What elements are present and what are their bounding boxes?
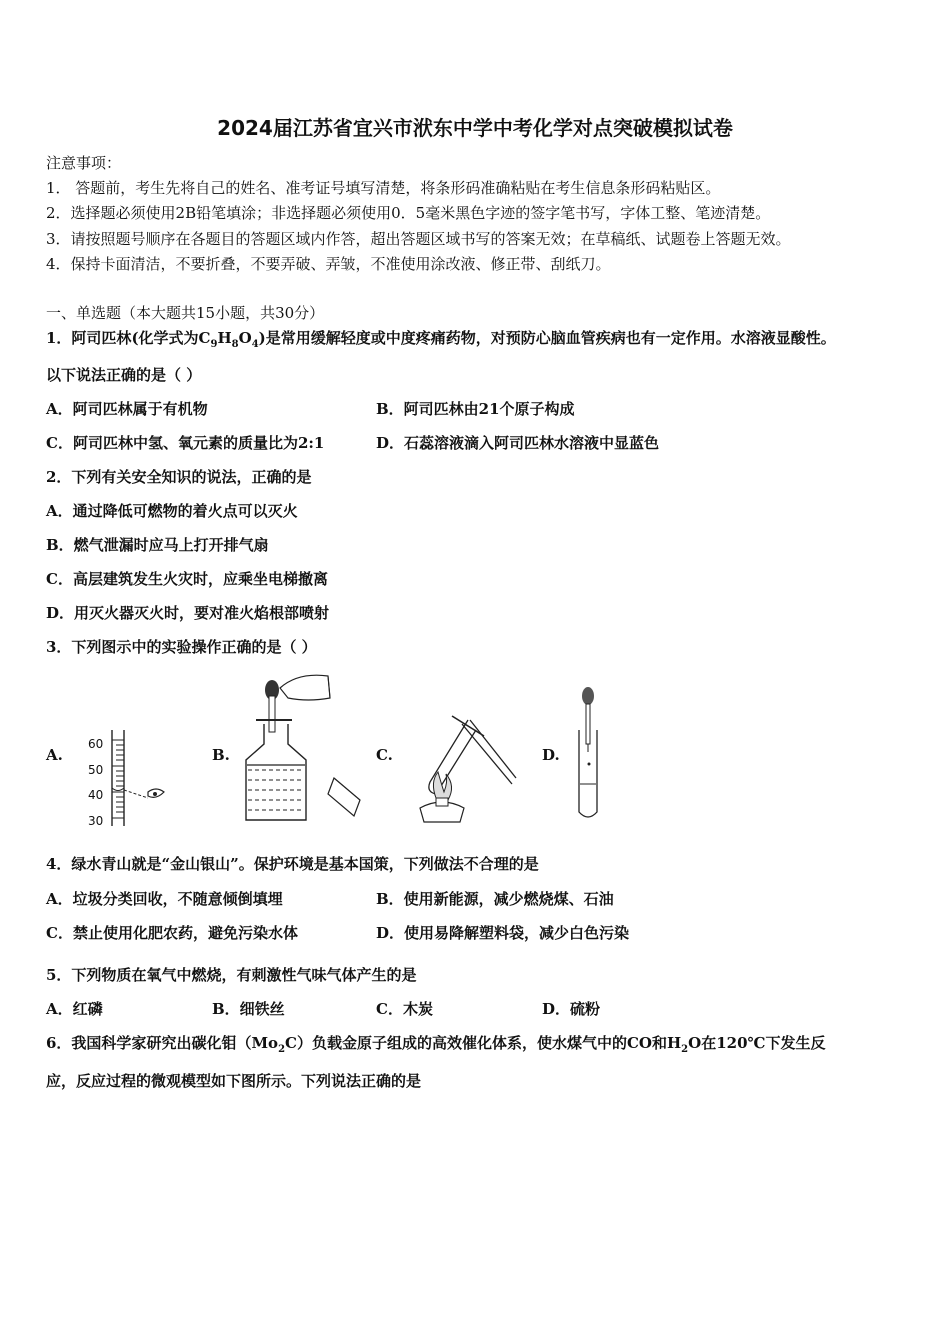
hand-icon <box>280 675 330 700</box>
q1-stem-2: 以下说法正确的是（ ） <box>46 366 202 384</box>
heating-test-tube-figure <box>402 712 522 828</box>
notice-item-1: 1． 答题前，考生先将自己的姓名、准考证号填写清楚，将条形码准确粘贴在考生信息条形码粘贴区。 <box>46 179 721 197</box>
q5-option-c[interactable]: C．木炭 <box>376 1000 433 1018</box>
q4-option-a[interactable]: A．垃圾分类回收，不随意倾倒填埋 <box>46 890 283 908</box>
q2-option-b[interactable]: B．燃气泄漏时应马上打开排气扇 <box>46 536 269 554</box>
q5-option-d[interactable]: D．硫粉 <box>542 1000 601 1018</box>
q1-option-c[interactable]: C．阿司匹林中氢、氧元素的质量比为2:1 <box>46 434 325 452</box>
page-title: 2024届江苏省宜兴市洑东中学中考化学对点突破模拟试卷 <box>217 116 733 140</box>
dropper-bottle-figure <box>238 666 368 826</box>
q1-stem: 1．阿司匹林(化学式为$C_9H_8O_4$)是常用缓解轻度或中度疼痛药物，对预防心脑血管疾病也有一定作用。水溶液显酸性。 <box>46 329 836 350</box>
q5-option-a[interactable]: A．红磷 <box>46 1000 103 1018</box>
q4-option-c[interactable]: C．禁止使用化肥农药，避免污染水体 <box>46 924 298 942</box>
q2-option-d[interactable]: D．用灭火器灭火时，要对准火焰根部喷射 <box>46 604 330 622</box>
q3-stem: 3．下列图示中的实验操作正确的是（ ） <box>46 638 317 656</box>
notice-item-2: 2．选择题必须使用2B铅笔填涂；非选择题必须使用0．5毫米黑色字迹的签字笔书写，字体工整、笔迹清楚。 <box>46 204 771 222</box>
q5-option-b[interactable]: B．细铁丝 <box>212 1000 285 1018</box>
notice-item-3: 3．请按照题号顺序在各题目的答题区域内作答，超出答题区域书写的答案无效；在草稿纸、试题卷上答题无效。 <box>46 230 791 248</box>
flame-icon <box>433 772 451 800</box>
q3-label-b[interactable]: B. <box>212 746 230 764</box>
q6-stem: 6．我国科学家研究出碳化钼$(Mo_2C)$负载金原子组成的高效催化体系，使水煤气中的CO和$H_2O$在120℃下发生反 <box>46 1034 826 1055</box>
q3-label-d[interactable]: D. <box>542 746 560 764</box>
notice-heading: 注意事项： <box>46 154 122 172</box>
stopper-icon <box>328 778 360 816</box>
section-heading: 一、单选题（本大题共15小题，共30分） <box>46 304 325 322</box>
q2-option-c[interactable]: C．高层建筑发生火灾时，应乘坐电梯撤离 <box>46 570 328 588</box>
dropper-test-tube-figure <box>568 684 608 824</box>
q2-stem: 2．下列有关安全知识的说法，正确的是 <box>46 468 312 486</box>
q2-option-a[interactable]: A．通过降低可燃物的着火点可以灭火 <box>46 502 298 520</box>
q6-stem-2: 应，反应过程的微观模型如下图所示。下列说法正确的是 <box>46 1072 422 1090</box>
q4-option-b[interactable]: B．使用新能源，减少燃烧煤、石油 <box>376 890 614 908</box>
q4-option-d[interactable]: D．使用易降解塑料袋，减少白色污染 <box>376 924 630 942</box>
cylinder-tick-labels: 60 50 40 30 <box>88 737 104 828</box>
q3-label-c[interactable]: C. <box>376 746 393 764</box>
q3-label-a[interactable]: A. <box>46 746 63 764</box>
notice-item-4: 4．保持卡面清洁，不要折叠，不要弄破、弄皱，不准使用涂改液、修正带、刮纸刀。 <box>46 255 611 273</box>
q1-option-d[interactable]: D．石蕊溶液滴入阿司匹林水溶液中显蓝色 <box>376 434 660 452</box>
q1-option-b[interactable]: B．阿司匹林由21个原子构成 <box>376 400 575 418</box>
q5-stem: 5．下列物质在氧气中燃烧，有刺激性气味气体产生的是 <box>46 966 417 984</box>
q1-option-a[interactable]: A．阿司匹林属于有机物 <box>46 400 208 418</box>
q4-stem: 4．绿水青山就是“金山银山”。保护环境是基本国策，下列做法不合理的是 <box>46 855 539 873</box>
